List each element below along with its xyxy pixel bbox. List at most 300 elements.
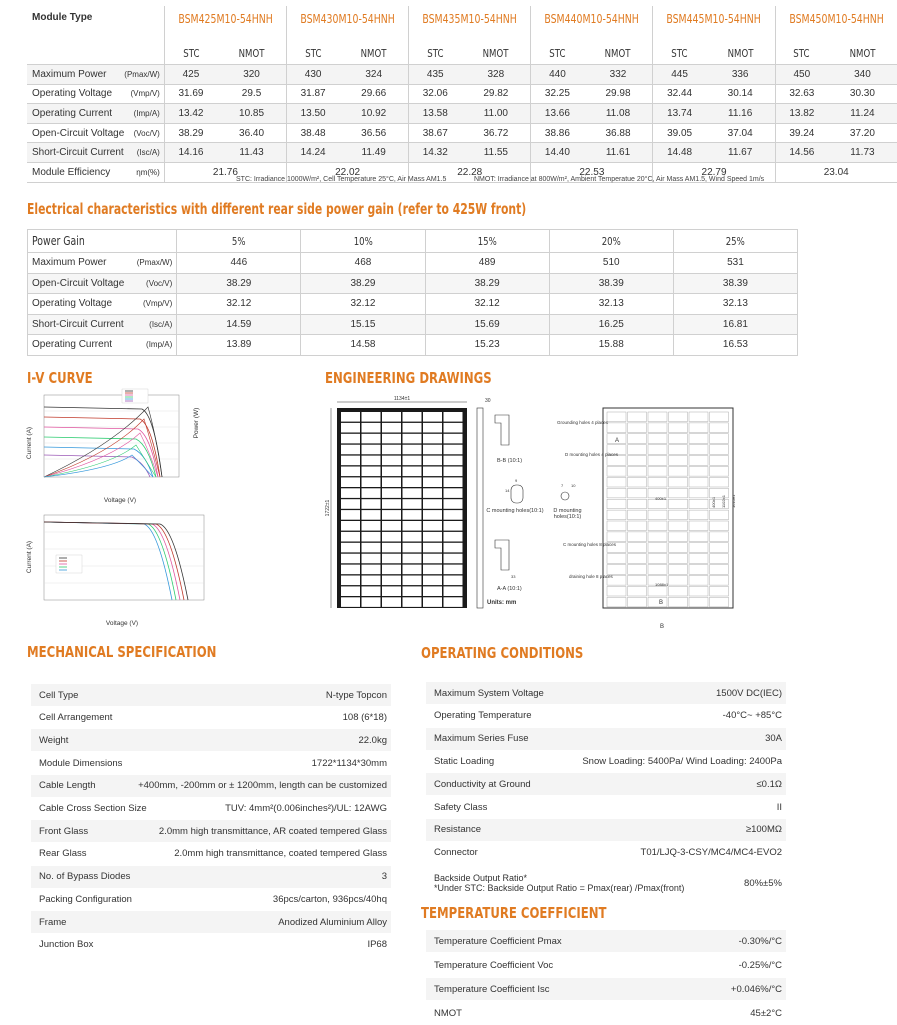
table-row <box>28 273 798 294</box>
rear-cell <box>607 467 626 477</box>
rear-cell <box>689 554 708 564</box>
table-cell: 332 <box>584 65 653 85</box>
rear-cell <box>689 488 708 498</box>
row-unit: (Voc/V) <box>124 273 177 294</box>
table-cell: 450 <box>775 65 828 85</box>
row-label: Short-Circuit Current <box>27 143 124 163</box>
table-cell: 31.69 <box>164 84 217 104</box>
rear-cell <box>628 532 647 542</box>
solar-cell <box>382 499 401 509</box>
sub-header: NMOT <box>706 42 775 65</box>
solar-cell <box>403 565 422 575</box>
spec-label: Maximum System Voltage <box>434 687 544 699</box>
row-label: Operating Voltage <box>27 84 124 104</box>
rear-cell <box>710 456 729 466</box>
table-cell: 10.85 <box>217 104 286 124</box>
table-cell: 11.08 <box>584 104 653 124</box>
sub-header: NMOT <box>461 42 530 65</box>
rear-cell <box>669 565 688 575</box>
solar-cell <box>423 554 442 564</box>
table-cell: 36.88 <box>584 123 653 143</box>
spec-row <box>426 954 786 976</box>
spec-value: 36pcs/carton, 936pcs/40hq <box>272 893 387 905</box>
spec-value: +400mm, -200mm or ± 1200mm, length can be customized <box>138 780 387 792</box>
solar-cell <box>362 554 381 564</box>
solar-cell <box>444 488 463 498</box>
c-mounting-label: C mounting holes(10:1) <box>486 508 544 514</box>
table-cell: 324 <box>339 65 408 85</box>
current-axis-label: Current (A) <box>26 426 33 460</box>
spec-value: 22.0kg <box>358 734 387 746</box>
rear-cell <box>607 412 626 422</box>
table-row <box>27 84 897 104</box>
table-cell: 13.74 <box>653 104 706 124</box>
solar-cell <box>362 423 381 433</box>
solar-cell <box>444 445 463 455</box>
solar-cell <box>403 434 422 444</box>
rear-cell <box>710 597 729 607</box>
solar-cell <box>403 488 422 498</box>
table-cell: 13.66 <box>531 104 584 124</box>
spec-label: Cable Length <box>39 780 96 792</box>
table-cell: 32.13 <box>549 294 673 315</box>
rear-cell <box>648 434 667 444</box>
solar-cell <box>444 456 463 466</box>
solar-cell <box>403 423 422 433</box>
side-view <box>477 408 483 608</box>
solar-cell <box>444 412 463 422</box>
row-label: Short-Circuit Current <box>28 314 125 335</box>
solar-cell <box>362 499 381 509</box>
spec-value: TUV: 4mm²(0.006inches²)/UL: 12AWG <box>225 803 387 814</box>
rear-cell <box>607 456 626 466</box>
solar-cell <box>403 586 422 596</box>
bb-section-label: B-B (10:1) <box>497 458 523 464</box>
nmot-note: NMOT: Irradiance at 800W/m², Ambient Temperatue 20°C, Air Mass AM1.5, Wind Speed 1m/s <box>474 176 765 183</box>
spec-value: 1500V DC(IEC) <box>716 687 782 699</box>
svg-text:14: 14 <box>505 488 510 493</box>
solar-cell <box>382 456 401 466</box>
voltage-axis-label-2: Voltage (V) <box>105 620 139 627</box>
engineering-drawings-title: ENGINEERING DRAWINGS <box>325 369 492 387</box>
rear-cell <box>628 434 647 444</box>
rear-cell <box>628 576 647 586</box>
rear-cell <box>628 423 647 433</box>
solar-cell <box>382 510 401 520</box>
table-cell: 531 <box>673 253 797 274</box>
rear-cell <box>648 510 667 520</box>
rear-cell <box>669 434 688 444</box>
rear-cell <box>607 565 626 575</box>
table-cell: 11.00 <box>461 104 530 124</box>
rear-cell <box>689 521 708 531</box>
rear-cell <box>628 586 647 596</box>
rear-cell <box>710 445 729 455</box>
rear-cell <box>710 510 729 520</box>
table-cell: 39.24 <box>775 123 828 143</box>
solar-cell <box>403 532 422 542</box>
table-row <box>27 104 897 124</box>
spec-label: Cell Type <box>39 689 79 701</box>
module-spec-table <box>27 6 897 183</box>
spec-row <box>426 682 786 704</box>
solar-cell <box>341 521 360 531</box>
rear-cell <box>628 467 647 477</box>
rear-cell <box>648 467 667 477</box>
model-header-4: BSM440M10-54HNH <box>531 6 653 42</box>
rear-cell <box>689 532 708 542</box>
rear-cell <box>710 576 729 586</box>
rear-cell <box>669 576 688 586</box>
solar-cell <box>444 434 463 444</box>
solar-cell <box>341 488 360 498</box>
table-cell: 425 <box>164 65 217 85</box>
solar-cell <box>423 543 442 553</box>
spec-row <box>31 775 391 797</box>
rear-cell <box>669 499 688 509</box>
table-cell: 13.82 <box>775 104 828 124</box>
solar-cell <box>362 467 381 477</box>
solar-cell <box>362 521 381 531</box>
rear-cell <box>628 477 647 487</box>
table-row <box>28 335 798 356</box>
power-gain-header: Power Gain <box>28 230 125 253</box>
spec-label: Safety Class <box>434 801 488 813</box>
model-header-2: BSM430M10-54HNH <box>287 6 409 42</box>
solar-cell <box>362 456 381 466</box>
solar-cell <box>382 532 401 542</box>
table-cell: 22.28 <box>409 162 531 182</box>
rear-cell <box>648 456 667 466</box>
model-header-5: BSM445M10-54HNH <box>653 6 775 42</box>
rear-cell <box>648 543 667 553</box>
svg-text:B: B <box>660 624 665 630</box>
table-cell: 14.24 <box>287 143 340 163</box>
sub-header: STC <box>653 42 706 65</box>
solar-cell <box>403 543 422 553</box>
spec-label: Junction Box <box>39 939 94 951</box>
spec-label: Static Loading <box>434 755 495 767</box>
solar-cell <box>382 521 401 531</box>
table-cell: 29.82 <box>461 84 530 104</box>
svg-text:400±1: 400±1 <box>655 496 667 501</box>
rear-cell <box>648 477 667 487</box>
table-cell: 446 <box>177 253 301 274</box>
row-unit: (Isc/A) <box>124 143 164 163</box>
row-label: Operating Current <box>27 104 124 124</box>
spec-label: Cell Arrangement <box>39 712 113 724</box>
spec-value: ≤0.1Ω <box>756 778 782 790</box>
spec-value: 3 <box>381 871 387 883</box>
rear-cell <box>607 532 626 542</box>
table-cell: 32.25 <box>531 84 584 104</box>
rear-cell <box>607 423 626 433</box>
solar-cell <box>341 456 360 466</box>
solar-cell <box>341 597 360 607</box>
row-unit: (Isc/A) <box>124 314 177 335</box>
spec-value: -0.30%/°C <box>738 935 782 947</box>
table-cell: 13.89 <box>177 335 301 356</box>
solar-cell <box>382 477 401 487</box>
solar-cell <box>362 488 381 498</box>
temperature-title: TEMPERATURE COEFFICIENT <box>421 904 607 922</box>
row-label: Maximum Power <box>27 65 124 85</box>
solar-cell <box>382 412 401 422</box>
spec-label: Packing Configuration <box>39 893 132 905</box>
rear-cell <box>710 434 729 444</box>
rear-cell <box>628 445 647 455</box>
rear-cell <box>607 499 626 509</box>
solar-cell <box>444 477 463 487</box>
rear-cell <box>628 456 647 466</box>
spec-label: Operating Temperature <box>434 710 532 722</box>
sub-header: STC <box>409 42 462 65</box>
solar-cell <box>423 586 442 596</box>
rear-cell <box>628 488 647 498</box>
solar-cell <box>444 597 463 607</box>
table-cell: 36.72 <box>461 123 530 143</box>
table-cell: 21.76 <box>164 162 286 182</box>
solar-cell <box>382 445 401 455</box>
spec-row <box>426 728 786 750</box>
rear-cell <box>628 499 647 509</box>
rear-cell <box>669 597 688 607</box>
solar-cell <box>362 434 381 444</box>
table-cell: 30.14 <box>706 84 775 104</box>
spec-label: Resistance <box>434 824 481 836</box>
solar-cell <box>423 565 442 575</box>
table-cell: 11.16 <box>706 104 775 124</box>
rear-cell <box>710 554 729 564</box>
rear-cell <box>648 586 667 596</box>
rear-cell <box>689 586 708 596</box>
solar-cell <box>423 423 442 433</box>
rear-cell <box>648 423 667 433</box>
table-cell: 29.5 <box>217 84 286 104</box>
table-cell: 11.24 <box>828 104 897 124</box>
table-row <box>28 314 798 335</box>
solar-cell <box>423 434 442 444</box>
aa-section-label: A-A (10:1) <box>497 586 522 592</box>
solar-cell <box>423 499 442 509</box>
rear-cell <box>628 543 647 553</box>
spec-row <box>426 930 786 952</box>
spec-value: Anodized Aluminium Alloy <box>278 916 387 928</box>
table-cell: 22.53 <box>531 162 653 182</box>
table-cell: 320 <box>217 65 286 85</box>
solar-cell <box>403 521 422 531</box>
rear-cell <box>669 456 688 466</box>
spec-label: No. of Bypass Diodes <box>39 871 131 883</box>
spec-value: 2.0mm high transmittance, coated tempered Glass <box>174 848 387 860</box>
solar-cell <box>341 586 360 596</box>
table-cell: 510 <box>549 253 673 274</box>
solar-cell <box>423 477 442 487</box>
row-unit: (Vmp/V) <box>124 294 177 315</box>
table-cell: 38.29 <box>177 273 301 294</box>
solar-cell <box>444 510 463 520</box>
table-cell: 37.20 <box>828 123 897 143</box>
spec-value: 2.0mm high transmittance, AR coated tempered Glass <box>158 825 387 837</box>
spec-row <box>31 798 391 820</box>
grounding-holes-label: Grounding holes 4 places <box>557 420 609 425</box>
spec-row <box>426 773 786 795</box>
solar-cell <box>403 477 422 487</box>
rear-cell <box>710 586 729 596</box>
rear-cell <box>689 412 708 422</box>
svg-text:7: 7 <box>561 483 564 488</box>
table-cell: 15.69 <box>425 314 549 335</box>
table-cell: 38.39 <box>673 273 797 294</box>
table-cell: 489 <box>425 253 549 274</box>
spec-label: Maximum Series Fuse <box>434 733 529 745</box>
table-cell: 32.12 <box>301 294 425 315</box>
spec-value: 45±2°C <box>750 1008 782 1020</box>
rear-cell <box>669 477 688 487</box>
spec-label: Temperature Coefficient Isc <box>434 983 550 995</box>
sub-header: STC <box>775 42 828 65</box>
backside-ratio-note: *Under STC: Backside Output Ratio = Pmax(rear) /Pmax(front) <box>434 883 685 893</box>
solar-cell <box>362 586 381 596</box>
backside-ratio-label: Backside Output Ratio* <box>434 873 528 883</box>
rear-cell <box>710 423 729 433</box>
rear-cell <box>689 467 708 477</box>
rear-cell <box>607 586 626 596</box>
solar-cell <box>403 597 422 607</box>
solar-cell <box>341 412 360 422</box>
spec-value: -40°C~ +85°C <box>722 710 782 722</box>
spec-row <box>31 729 391 751</box>
rear-cell <box>669 554 688 564</box>
table-cell: 15.88 <box>549 335 673 356</box>
rear-cell <box>689 456 708 466</box>
table-cell: 14.59 <box>177 314 301 335</box>
rear-cell <box>607 597 626 607</box>
sub-header: NMOT <box>217 42 286 65</box>
solar-cell <box>341 467 360 477</box>
table-cell: 32.06 <box>409 84 462 104</box>
model-header-1: BSM425M10-54HNH <box>164 6 286 42</box>
solar-cell <box>403 554 422 564</box>
row-unit: (Imp/A) <box>124 104 164 124</box>
rear-cell <box>648 554 667 564</box>
table-row <box>27 123 897 143</box>
spec-value: ≥100MΩ <box>745 824 782 836</box>
row-label: Open-Circuit Voltage <box>27 123 124 143</box>
solar-cell <box>444 423 463 433</box>
table-cell: 440 <box>531 65 584 85</box>
table-cell: 14.56 <box>775 143 828 163</box>
solar-cell <box>362 477 381 487</box>
height-dimension: 1722±1 <box>325 499 331 517</box>
rear-cell <box>628 521 647 531</box>
solar-cell <box>341 543 360 553</box>
solar-cell <box>341 576 360 586</box>
spec-value: Snow Loading: 5400Pa/ Wind Loading: 2400Pa <box>582 755 782 767</box>
table-cell: 30.30 <box>828 84 897 104</box>
solar-cell <box>362 576 381 586</box>
rear-cell <box>689 445 708 455</box>
rear-cell <box>710 532 729 542</box>
solar-cell <box>341 510 360 520</box>
rear-cell <box>648 521 667 531</box>
table-cell: 15.23 <box>425 335 549 356</box>
rear-cell <box>689 576 708 586</box>
rear-cell <box>628 510 647 520</box>
solar-cell <box>444 565 463 575</box>
solar-cell <box>403 510 422 520</box>
solar-cell <box>423 456 442 466</box>
svg-text:33: 33 <box>511 574 516 579</box>
svg-text:B: B <box>659 600 664 606</box>
spec-row <box>426 842 786 864</box>
row-unit: (Pmax/W) <box>124 65 164 85</box>
solar-cell <box>382 423 401 433</box>
row-label: Maximum Power <box>28 253 125 274</box>
solar-cell <box>341 532 360 542</box>
table-cell: 37.04 <box>706 123 775 143</box>
table-cell: 38.39 <box>549 273 673 294</box>
table-cell: 11.55 <box>461 143 530 163</box>
table-cell: 14.40 <box>531 143 584 163</box>
spec-label: Cable Cross Section Size <box>39 803 147 814</box>
svg-text:1610±1: 1610±1 <box>731 494 736 508</box>
solar-cell <box>444 521 463 531</box>
spec-label: Temperature Coefficient Voc <box>434 959 554 971</box>
solar-cell <box>423 521 442 531</box>
solar-cell <box>444 499 463 509</box>
spec-value: IP68 <box>367 939 387 951</box>
sub-header: STC <box>164 42 217 65</box>
gain-header: 5% <box>177 230 301 253</box>
solar-cell <box>341 554 360 564</box>
sub-header: NMOT <box>828 42 897 65</box>
spec-row <box>426 705 786 727</box>
table-cell: 16.25 <box>549 314 673 335</box>
table-cell: 38.48 <box>287 123 340 143</box>
rear-cell <box>648 412 667 422</box>
solar-cell <box>382 543 401 553</box>
table-cell: 11.61 <box>584 143 653 163</box>
solar-cell <box>362 543 381 553</box>
rear-cell <box>628 565 647 575</box>
solar-cell <box>423 510 442 520</box>
spec-row <box>31 752 391 774</box>
table-cell: 22.02 <box>287 162 409 182</box>
spec-label: Conductivity at Ground <box>434 778 531 790</box>
row-label: Module Efficiency <box>27 162 124 182</box>
solar-cell <box>444 576 463 586</box>
rear-cell <box>607 554 626 564</box>
solar-cell <box>444 532 463 542</box>
solar-cell <box>362 565 381 575</box>
spec-row <box>426 796 786 818</box>
table-cell: 468 <box>301 253 425 274</box>
solar-cell <box>382 467 401 477</box>
spec-row <box>31 866 391 888</box>
spec-row <box>31 888 391 910</box>
rear-cell <box>628 597 647 607</box>
solar-cell <box>423 467 442 477</box>
rear-cell <box>689 477 708 487</box>
solar-cell <box>444 467 463 477</box>
table-cell: 38.29 <box>164 123 217 143</box>
table-cell: 36.56 <box>339 123 408 143</box>
iv-curve-title: I-V CURVE <box>27 369 93 387</box>
spec-value: II <box>776 801 782 813</box>
iv-chart-temperature <box>44 515 204 600</box>
table-cell: 430 <box>287 65 340 85</box>
